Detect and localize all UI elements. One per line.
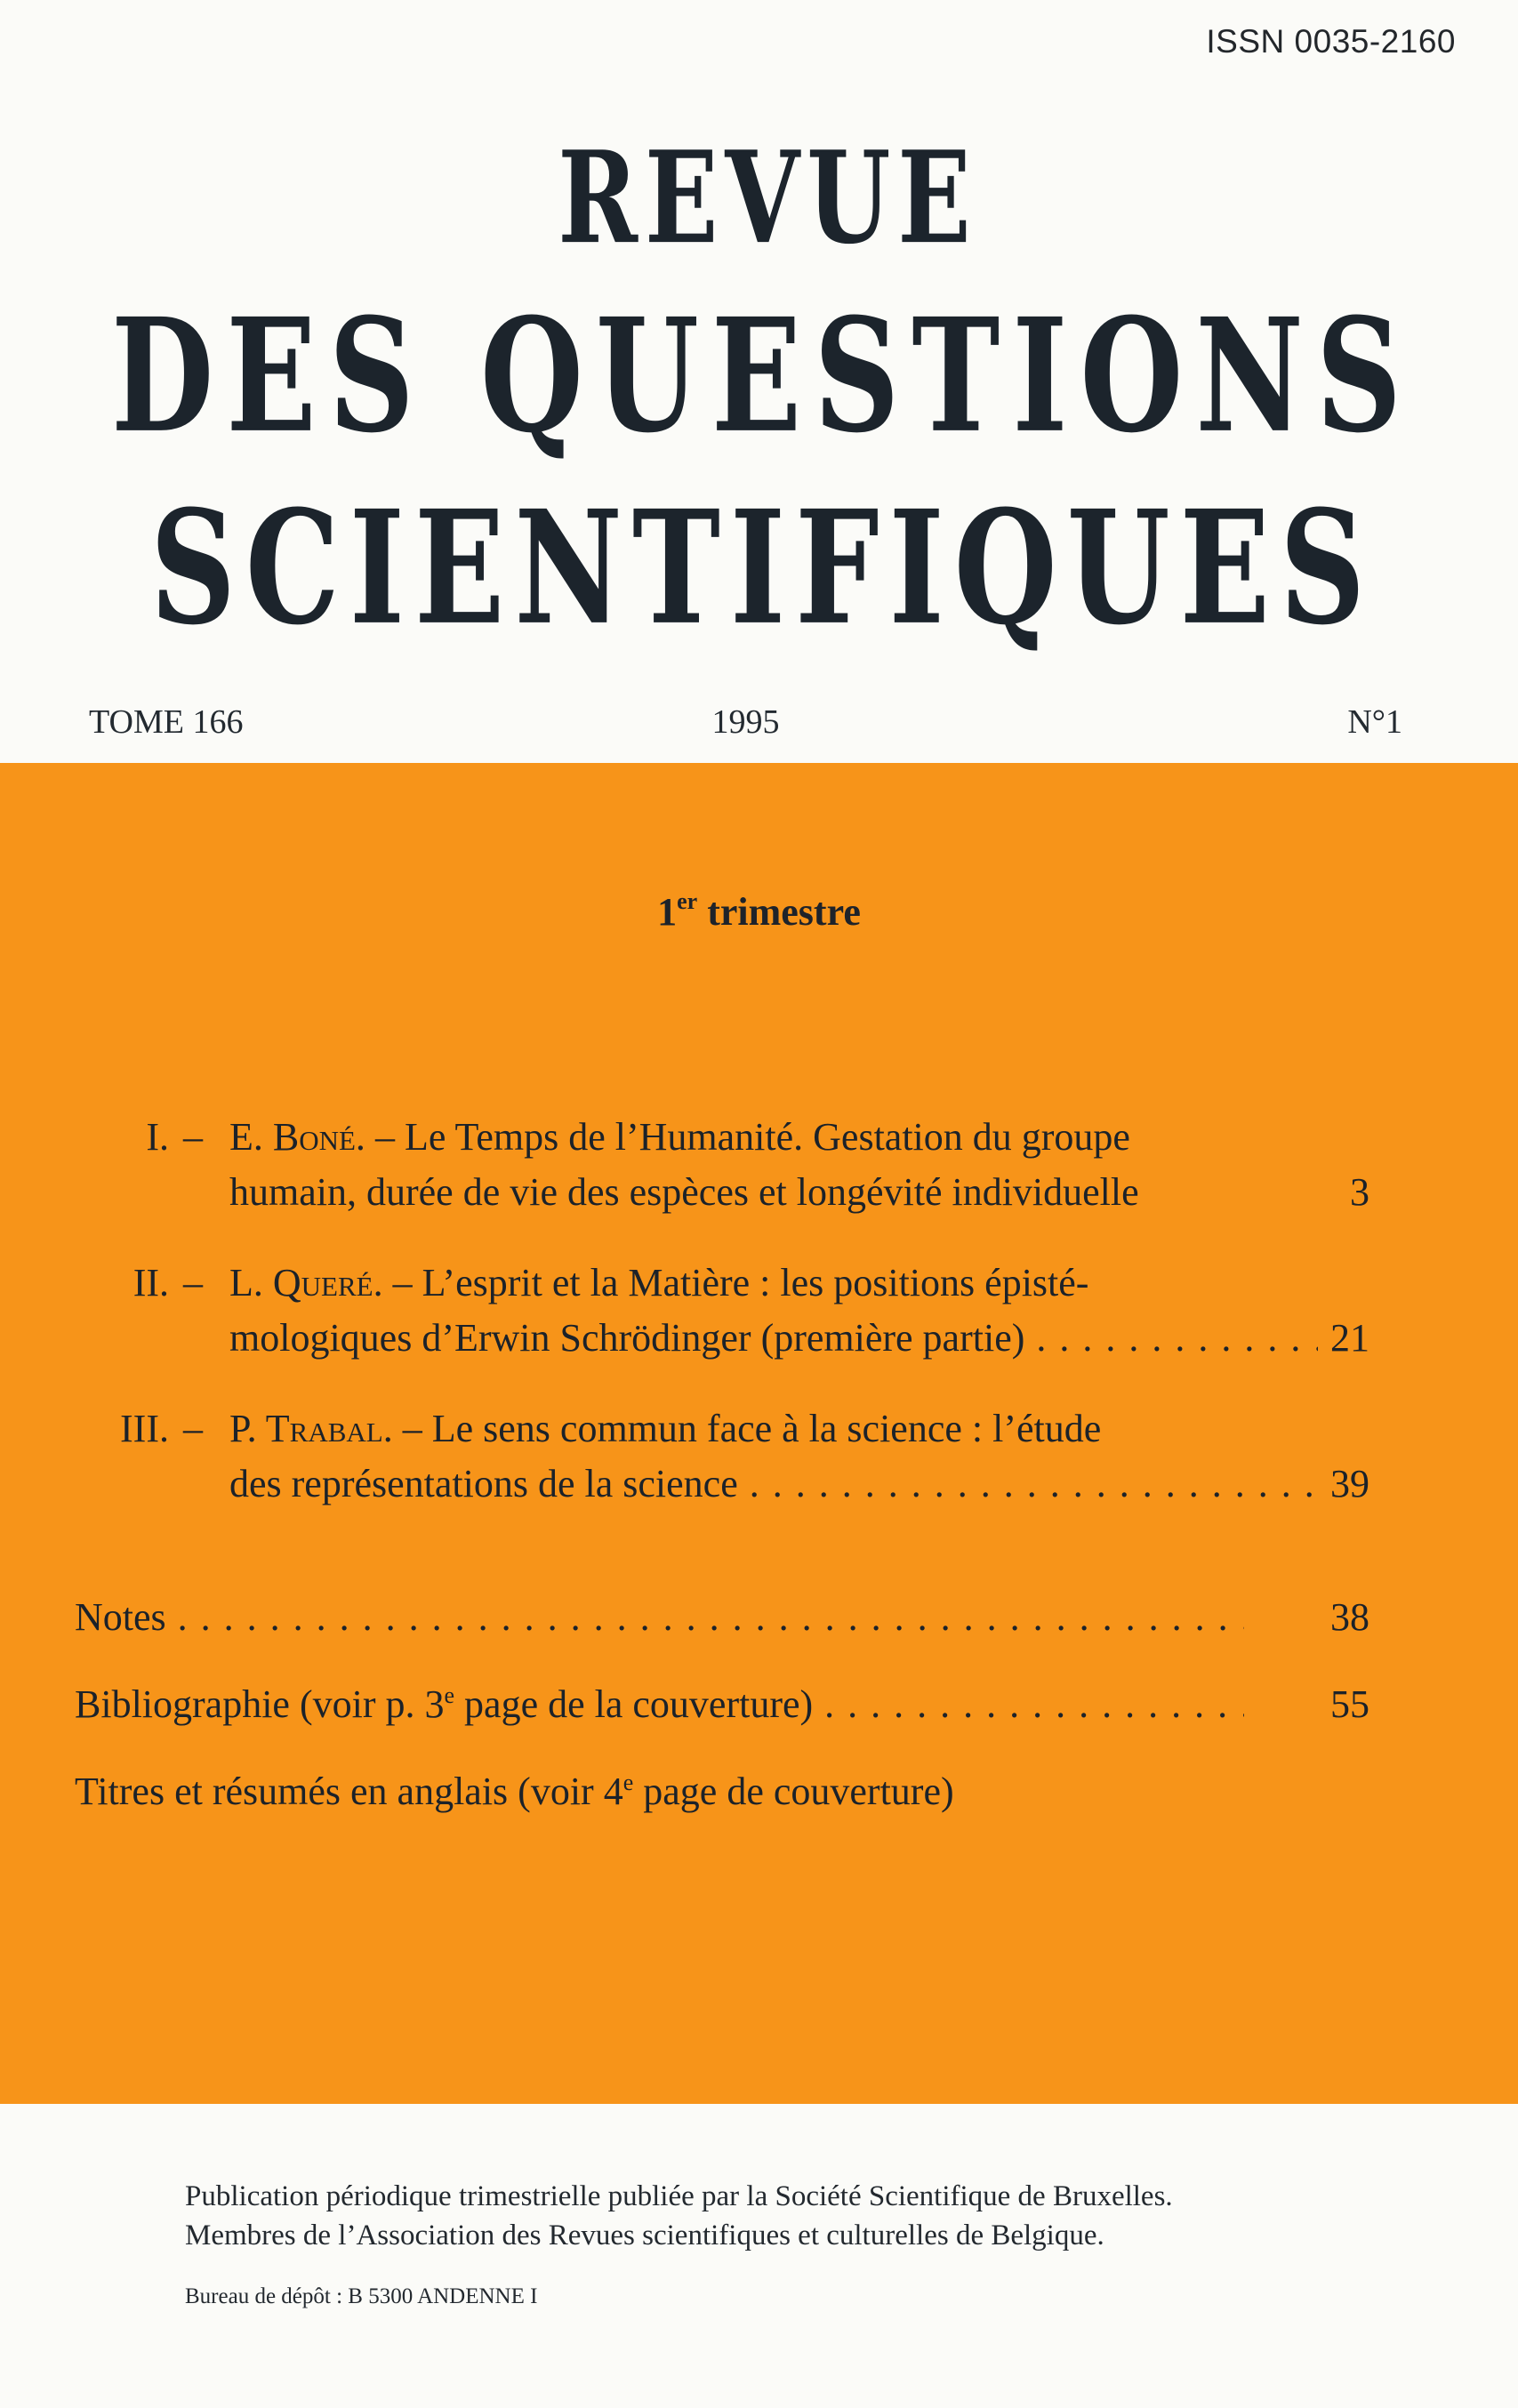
issn-number: ISSN 0035-2160 [1206,23,1456,60]
journal-title-line-3: SCIENTIFIQUES [149,477,1376,661]
bibliography-line [75,1677,1244,1732]
bibliography-entry[interactable] [75,1677,1369,1732]
bibliography-label-end: page de la couverture) [454,1682,814,1726]
toc-author: L. Queré. [229,1261,383,1304]
toc-dash: – [183,1407,203,1450]
toc-line [229,1110,1318,1165]
toc-entry-body [187,1256,1318,1366]
toc-line [229,1401,1318,1457]
contents-band [0,763,1518,2104]
leader-dots [166,1595,1244,1639]
toc-dash: – [183,1115,203,1159]
publisher-footer [185,2177,1377,2312]
issue-number: N°1 [1347,703,1402,741]
trimestre-heading [0,889,1518,935]
trimestre-suffix: er [677,888,698,914]
toc-page-number: 3 [1350,1170,1369,1214]
abstracts-label [75,1764,954,1819]
bibliography-page-number: 55 [1330,1682,1369,1726]
bibliography-label-start: Bibliographie (voir p. 3 [75,1682,445,1726]
notes-label: Notes [75,1595,166,1639]
toc-line [229,1457,1318,1512]
toc-entry[interactable] [71,1256,1369,1366]
toc-dash: – [183,1261,203,1304]
journal-title-line-1: REVUE [558,124,978,273]
toc-entry[interactable] [71,1401,1369,1512]
abstracts-entry[interactable] [75,1764,1369,1819]
toc-page-number: 39 [1330,1462,1369,1505]
toc-roman-numeral: II. [133,1261,169,1304]
publisher-line-1: Publication périodique trimestrielle publiée par la Société Scientifique de Bruxelles. [185,2180,1173,2212]
notes-line [75,1590,1244,1645]
toc-roman-numeral: III. [120,1407,169,1450]
leader-dots [1024,1316,1318,1360]
toc-line [229,1256,1318,1311]
toc-entry[interactable] [71,1110,1369,1220]
toc-title-line-1: – Le Temps de l’Humanité. Gestation du groupe [374,1115,1130,1159]
bibliography-label [75,1677,813,1732]
toc-title-line-2: humain, durée de vie des espèces et longévité individuelle [229,1170,1139,1214]
toc-title-line-2: mologiques d’Erwin Schrödinger (première partie) [229,1316,1025,1360]
toc-entry-body [187,1110,1318,1220]
leader-dots [813,1682,1244,1726]
toc-title-line-2: des représentations de la science [229,1462,738,1505]
toc-title-line-1: – Le sens commun face à la science : l’étude [402,1407,1102,1450]
issue-meta [89,702,1402,747]
issue-year: 1995 [711,703,780,741]
bibliography-superscript: e [444,1682,455,1708]
toc-line [229,1311,1318,1366]
notes-entry[interactable] [75,1590,1369,1645]
toc-roman-numeral: I. [146,1115,169,1159]
abstracts-label-end: page de couverture) [633,1770,954,1813]
toc-entry-body [187,1401,1318,1512]
toc-author: E. Boné. [229,1115,365,1159]
publisher-line-2: Membres de l’Association des Revues scientifiques et culturelles de Belgique. [185,2219,1104,2251]
toc-author: P. Trabal. [229,1407,393,1450]
toc-line [229,1165,1318,1220]
toc-page-number: 21 [1330,1316,1369,1360]
trimestre-ordinal: 1 [657,890,678,934]
tome-label: TOME 166 [89,703,244,741]
trimestre-word: trimestre [707,890,861,934]
journal-title-line-2: DES QUESTIONS [111,285,1414,469]
toc-title-line-1: – L’esprit et la Matière : les positions épisté- [392,1261,1089,1304]
leader-dots [738,1462,1318,1505]
notes-page-number: 38 [1330,1595,1369,1639]
abstracts-superscript: e [622,1770,634,1795]
depot-office: Bureau de dépôt : B 5300 ANDENNE I [185,2284,538,2308]
table-of-contents [71,1110,1369,1547]
abstracts-label-start: Titres et résumés en anglais (voir 4 [75,1770,623,1813]
